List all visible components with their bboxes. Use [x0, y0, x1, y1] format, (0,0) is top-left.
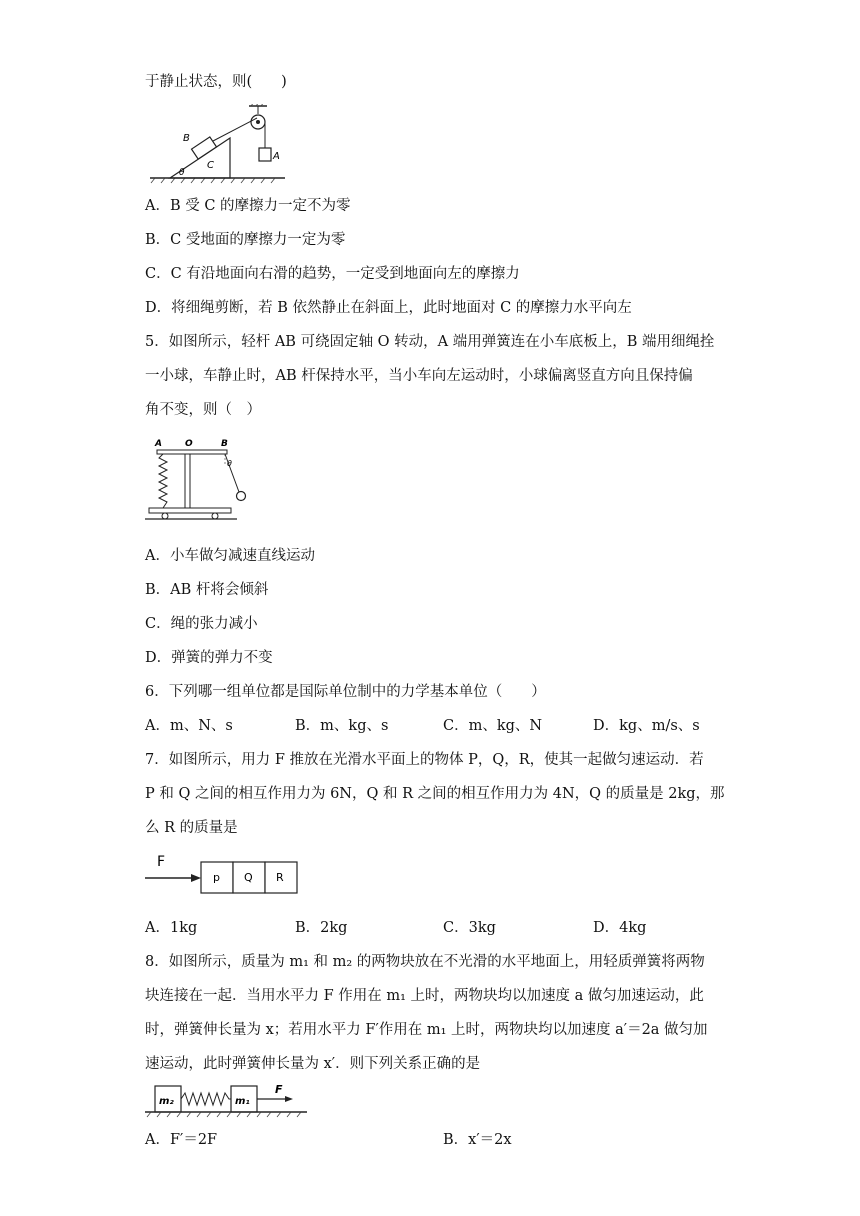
q5-option-d: D．弹簧的弹力不变: [145, 650, 273, 666]
q4-stem-tail: 于静止状态，则( ): [145, 74, 287, 90]
q6-option-d: D．kg、m/s、s: [593, 718, 700, 734]
q8-stem-line-3: 时，弹簧伸长量为 x；若用水平力 F′作用在 m₁ 上时，两物块均以加速度 a′＝2a 做匀加: [145, 1022, 708, 1038]
label-q: Q: [244, 871, 253, 884]
label-o: O: [185, 439, 193, 449]
label-p: p: [213, 871, 220, 884]
label-b: B: [183, 133, 190, 144]
q7-option-c: C．3kg: [443, 920, 496, 936]
q5-stem-line-2: 一小球，车静止时，AB 杆保持水平，当小车向左运动时，小球偏离竖直方向且保持偏: [145, 368, 693, 384]
label-c: C: [207, 160, 214, 171]
q8-stem-line-2: 块连接在一起．当用水平力 F 作用在 m₁ 上时，两物块均以加速度 a 做匀加速运动，此: [145, 988, 704, 1004]
label-b: B: [221, 439, 228, 449]
q7-figure-blocks: [145, 852, 305, 900]
label-r: R: [276, 871, 284, 884]
q5-stem-line-3: 角不变，则（ ）: [145, 402, 261, 418]
q7-option-b: B．2kg: [295, 920, 348, 936]
q8-option-a: A．F′＝2F: [145, 1132, 218, 1148]
q5-option-c: C．绳的张力减小: [145, 616, 258, 632]
q4-option-c: C．C 有沿地面向右滑的趋势，一定受到地面向左的摩擦力: [145, 266, 520, 282]
label-theta: θ: [179, 168, 185, 178]
q4-option-b: B．C 受地面的摩擦力一定为零: [145, 232, 346, 248]
q6-stem: 6．下列哪一组单位都是国际单位制中的力学基本单位（ ）: [145, 684, 546, 700]
q8-option-b: B．x′＝2x: [443, 1132, 512, 1148]
q4-figure-incline-pulley: [145, 104, 295, 184]
q5-option-a: A．小车做匀减速直线运动: [145, 548, 315, 564]
q7-option-d: D．4kg: [593, 920, 647, 936]
q7-stem-line-3: 么 R 的质量是: [145, 820, 238, 836]
label-theta: θ: [227, 459, 232, 468]
q4-option-a: A．B 受 C 的摩擦力一定不为零: [145, 198, 351, 214]
label-f: F: [275, 1083, 283, 1096]
q7-option-a: A．1kg: [145, 920, 198, 936]
q7-stem-line-1: 7．如图所示，用力 F 推放在光滑水平面上的物体 P，Q，R，使其一起做匀速运动．若: [145, 752, 704, 768]
q6-option-b: B．m、kg、s: [295, 718, 389, 734]
q8-figure-spring-blocks: [145, 1080, 310, 1124]
q8-stem-line-4: 速运动，此时弹簧伸长量为 x′．则下列关系正确的是: [145, 1056, 481, 1072]
q7-stem-line-2: P 和 Q 之间的相互作用力为 6N，Q 和 R 之间的相互作用力为 4N，Q 的质量是 2kg，那: [145, 786, 725, 802]
label-a: A: [155, 439, 162, 449]
q4-option-d: D．将细绳剪断，若 B 依然静止在斜面上，此时地面对 C 的摩擦力水平向左: [145, 300, 632, 316]
q8-stem-line-1: 8．如图所示，质量为 m₁ 和 m₂ 的两物块放在不光滑的水平地面上，用轻质弹簧将两物: [145, 954, 705, 970]
label-f: F: [157, 854, 166, 870]
q5-figure-cart-lever: [145, 436, 285, 526]
label-m1: m₁: [235, 1096, 250, 1107]
q6-option-a: A．m、N、s: [145, 718, 233, 734]
q5-option-b: B．AB 杆将会倾斜: [145, 582, 269, 598]
label-m2: m₂: [159, 1096, 174, 1107]
q5-stem-line-1: 5．如图所示，轻杆 AB 可绕固定轴 O 转动，A 端用弹簧连在小车底板上，B 端用细绳拴: [145, 334, 715, 350]
q6-option-c: C．m、kg、N: [443, 718, 543, 734]
label-a: A: [273, 151, 280, 162]
